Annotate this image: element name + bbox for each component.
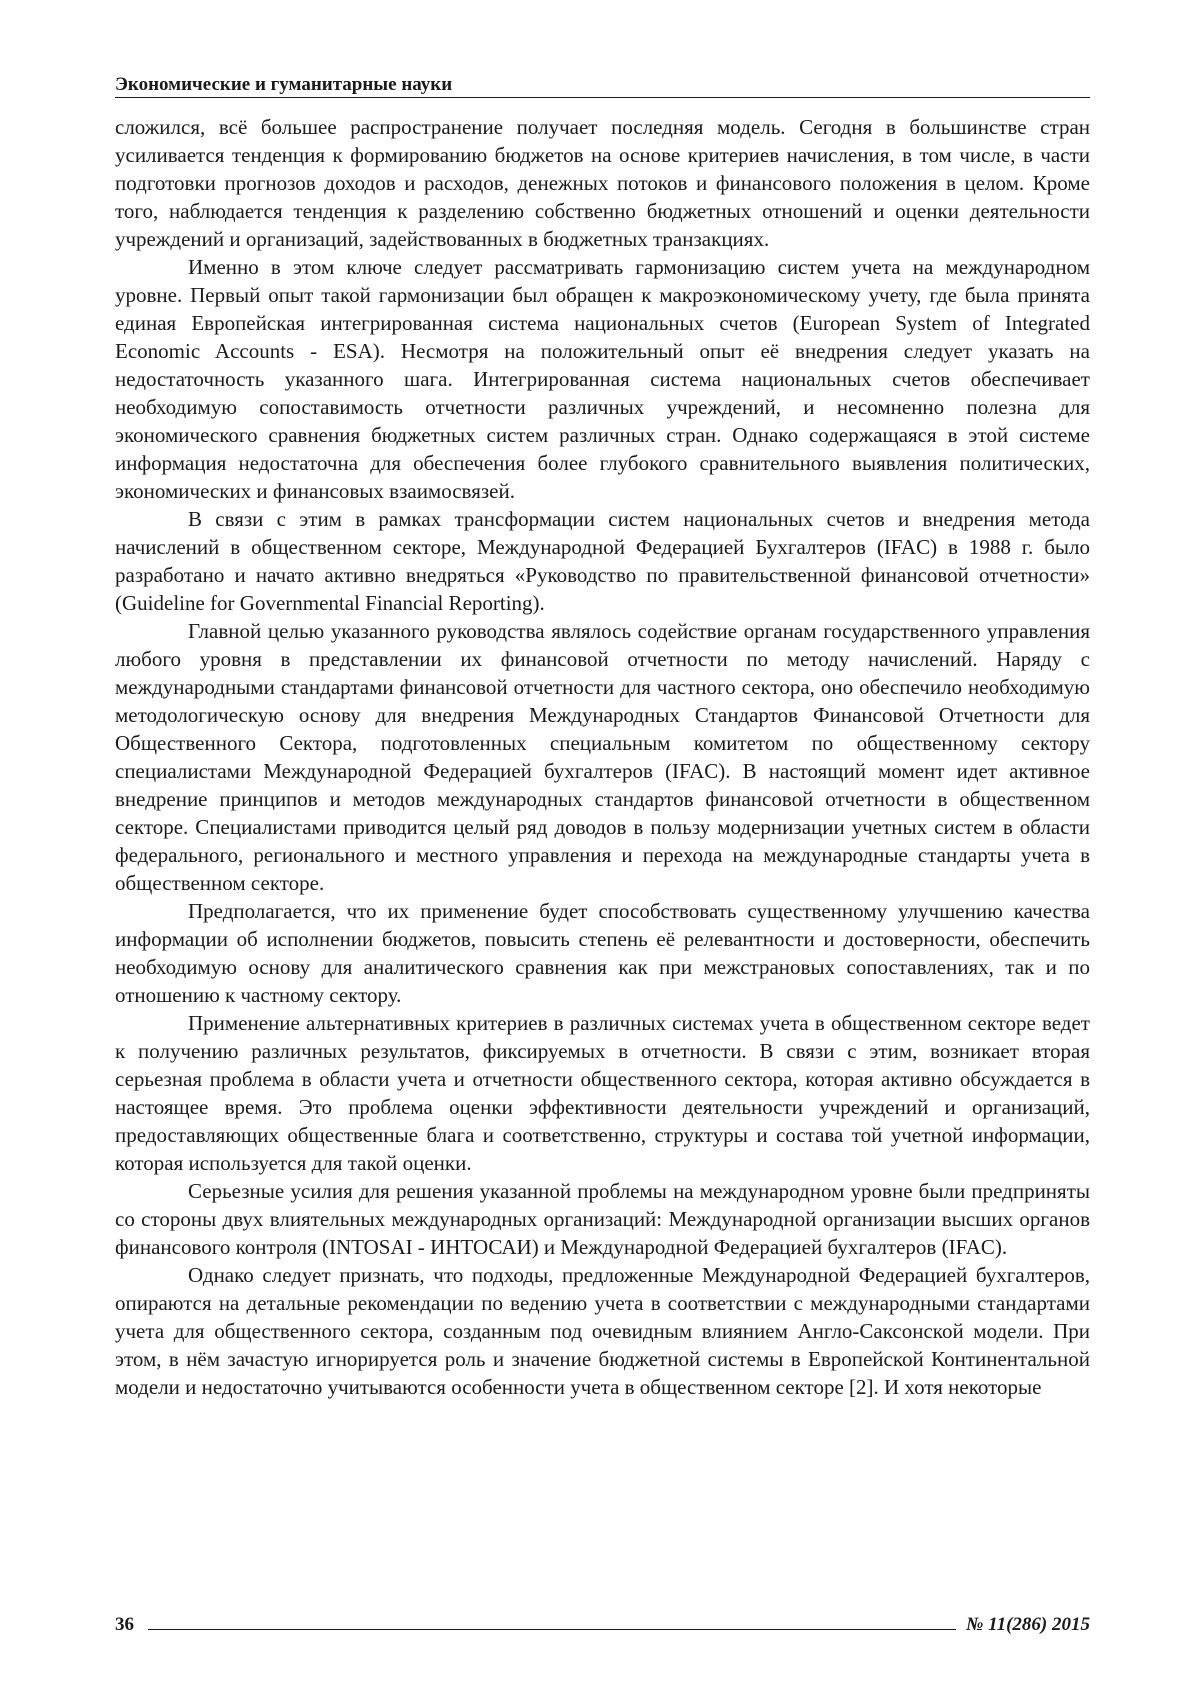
footer-divider — [148, 1629, 956, 1630]
paragraph: Однако следует признать, что подходы, предложенные Международной Федерацией бухгалтеров, опираются на детальные рекомендации по ведению учета в соответствии с международными стандартами учета для общественного сектора, созданным под очевидным влиянием Англо-Саксонской модели. При этом, в нём зачастую игнорируется роль и значение бюджетной системы в Европейской Континентальной модели и недостаточно учитываются особенности учета в общественном секторе [2]. И хотя некоторые — [115, 1261, 1090, 1401]
article-body — [115, 113, 1090, 1401]
issue-number: № 11(286) 2015 — [966, 1614, 1090, 1636]
page-footer — [115, 1612, 1090, 1636]
paragraph-continuation: сложился, всё большее распространение получает последняя модель. Сегодня в большинстве стран усиливается тенденция к формированию бюджетов на основе критериев начисления, в том числе, в части подготовки прогнозов доходов и расходов, денежных потоков и финансового положения в целом. Кроме того, наблюдается тенденция к разделению собственно бюджетных отношений и оценки деятельности учреждений и организаций, задействованных в бюджетных транзакциях. — [115, 113, 1090, 253]
running-header: Экономические и гуманитарные науки — [115, 74, 1090, 98]
paragraph: Главной целью указанного руководства являлось содействие органам государственного управления любого уровня в представлении их финансовой отчетности по методу начислений. Наряду с международными стандартами финансовой отчетности для частного сектора, оно обеспечило необходимую методологическую основу для внедрения Международных Стандартов Финансовой Отчетности для Общественного Сектора, подготовленных специальным комитетом по общественному сектору специалистами Международной Федерацией бухгалтеров (IFAC). В настоящий момент идет активное внедрение принципов и методов международных стандартов финансовой отчетности в общественном секторе. Специалистами приводится целый ряд доводов в пользу модернизации учетных систем в области федерального, регионального и местного управления и перехода на международные стандарты учета в общественном секторе. — [115, 617, 1090, 897]
page-number: 36 — [115, 1614, 134, 1636]
paragraph: Применение альтернативных критериев в различных системах учета в общественном секторе ведет к получению различных результатов, фиксируемых в отчетности. В связи с этим, возникает вторая серьезная проблема в области учета и отчетности общественного сектора, которая активно обсуждается в настоящее время. Это проблема оценки эффективности деятельности учреждений и организаций, предоставляющих общественные блага и соответственно, структуры и состава той учетной информации, которая используется для такой оценки. — [115, 1009, 1090, 1177]
paragraph: В связи с этим в рамках трансформации систем национальных счетов и внедрения метода начислений в общественном секторе, Международной Федерацией Бухгалтеров (IFAC) в 1988 г. было разработано и начато активно внедряться «Руководство по правительственной финансовой отчетности» (Guideline for Governmental Financial Reporting). — [115, 505, 1090, 617]
paragraph: Предполагается, что их применение будет способствовать существенному улучшению качества информации об исполнении бюджетов, повысить степень её релевантности и достоверности, обеспечить необходимую основу для аналитического сравнения как при межстрановых сопоставлениях, так и по отношению к частному сектору. — [115, 897, 1090, 1009]
paragraph: Именно в этом ключе следует рассматривать гармонизацию систем учета на международном уровне. Первый опыт такой гармонизации был обращен к макроэкономическому учету, где была принята единая Европейская интегрированная система национальных счетов (European System of Integrated Economic Accounts - ESA). Несмотря на положительный опыт её внедрения следует указать на недостаточность указанного шага. Интегрированная система национальных счетов обеспечивает необходимую сопоставимость отчетности различных учреждений, и несомненно полезна для экономического сравнения бюджетных систем различных стран. Однако содержащаяся в этой системе информация недостаточна для обеспечения более глубокого сравнительного выявления политических, экономических и финансовых взаимосвязей. — [115, 253, 1090, 505]
paragraph: Серьезные усилия для решения указанной проблемы на международном уровне были предприняты со стороны двух влиятельных международных организаций: Международной организации высших органов финансового контроля (INTOSAI - ИНТОСАИ) и Международной Федерацией бухгалтеров (IFAC). — [115, 1177, 1090, 1261]
